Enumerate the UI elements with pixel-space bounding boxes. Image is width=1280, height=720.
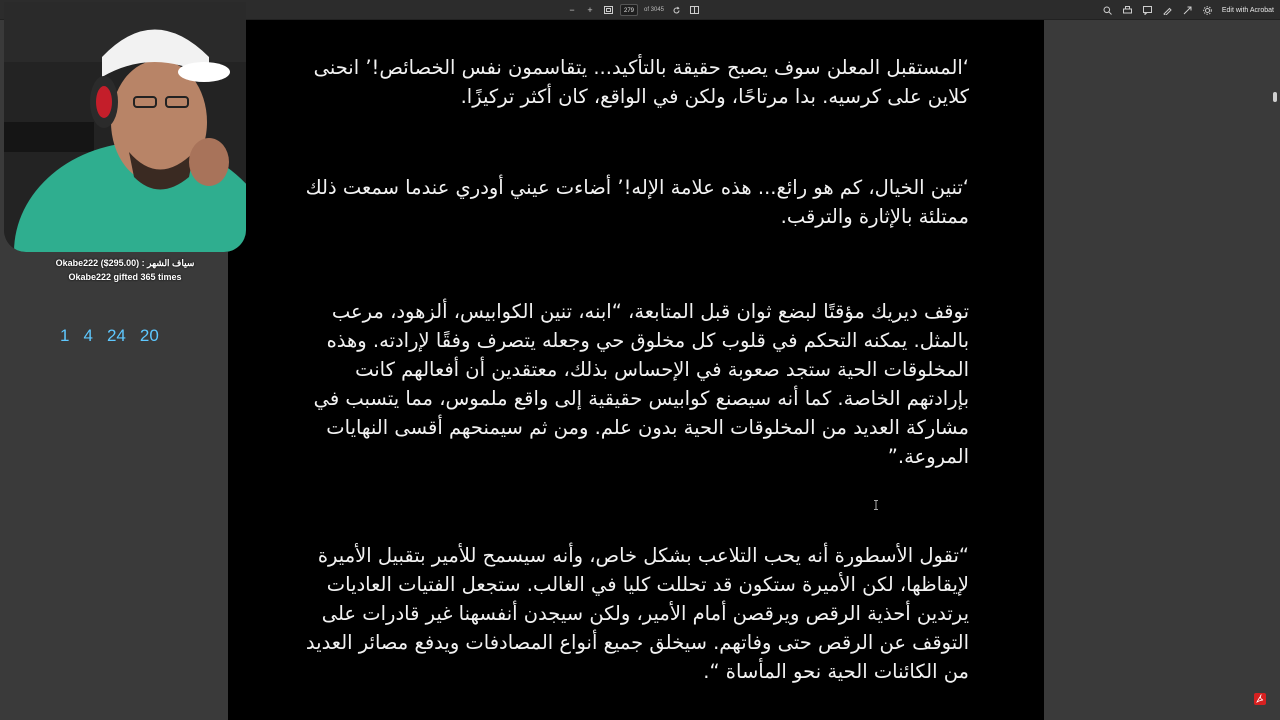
fit-page-icon[interactable] [602, 4, 614, 16]
scrollbar-thumb[interactable] [1273, 92, 1277, 102]
counter: 1 [60, 326, 70, 345]
rotate-icon[interactable] [670, 4, 682, 16]
reading-mode-icon[interactable] [688, 4, 700, 16]
comment-icon[interactable] [1142, 4, 1154, 16]
counter: 4 [83, 326, 93, 345]
zoom-in-button[interactable]: + [587, 5, 593, 15]
stream-overlay [0, 0, 250, 360]
page-total-label: of 3045 [644, 7, 665, 13]
paragraph: ‘المستقبل المعلن سوف يصبح حقيقة بالتأكيد... يتقاسمون نفس الخصائص!’ انحنى كلاين على كرسيه. بدا مرتاحًا، ولكن في الواقع، كان أكثر تركيزًا. [313, 56, 969, 108]
acrobat-logo-icon[interactable] [1254, 690, 1266, 702]
zoom-out-button[interactable]: − [569, 5, 575, 15]
paragraph: توقف ديريك مؤقتًا لبضع ثوان قبل المتابعة، “ابنه، تنين الكوابيس، ألزهود، مرعب بالمثل. يمكنه التحكم في قلوب كل مخلوق حي وجعله يتصرف وفقًا لإرادته. وهذه المخلوقات الحية ستجد صعوبة في الإحساس بذلك، معتقدين أن أفعالهم كانت بإرادتهم الخاصة. كما أنه سيصنع كوابيس حقيقية إلى واقع ملموس، مما يتسبب في مشاركة العديد من المخلوقات الحية بدون علم. ومن ثم سيمنحهم أقسى النهايات المروعة.” [313, 300, 969, 468]
paragraph: ‘تنين الخيال، كم هو رائع... هذه علامة الإله!’ أضاءت عيني أودري عندما سمعت ذلك ممتلئة بالإثارة والترقب. [305, 176, 969, 228]
toolbar-right [1102, 3, 1274, 17]
edit-with-acrobat-button[interactable]: Edit with Acrobat [1221, 6, 1274, 14]
expand-icon[interactable] [1182, 4, 1194, 16]
text-cursor-icon [873, 500, 881, 512]
search-icon[interactable] [1102, 4, 1114, 16]
counter: 24 [106, 326, 126, 345]
top-supporter-line: Okabe222 ($295.00) : سياف الشهر [55, 258, 195, 268]
page-navigation [566, 3, 700, 17]
print-icon[interactable] [1122, 4, 1134, 16]
page-number-input[interactable]: 279 [620, 4, 638, 16]
gear-icon[interactable] [1202, 4, 1214, 16]
sign-icon[interactable] [1162, 4, 1174, 16]
counter: 20 [139, 326, 159, 345]
pdf-page [228, 20, 1044, 720]
gift-count-line: Okabe222 gifted 365 times [68, 272, 182, 282]
scrollbar[interactable] [1272, 22, 1278, 718]
stream-stats [0, 256, 250, 284]
counter-row [60, 326, 159, 346]
webcam-feed [4, 2, 246, 252]
paragraph: “تقول الأسطورة أنه يحب التلاعب بشكل خاص، وأنه سيسمح للأمير بتقبيل الأميرة لإيقاظها، لكن الأميرة ستكون قد تحللت كليا في الغالب. ستجعل الفتيات العاديات يرتدين أحذية الرقص ويرقصن أمام الأمير، ولكن سيجدن أنفسهنا غير قادرات على التوقف عن الرقص حتى وفاتهم. سيخلق جميع أنواع المصادفات ويدفع مصائر العديد من الكائنات الحية نحو المأساة “. [305, 544, 969, 683]
